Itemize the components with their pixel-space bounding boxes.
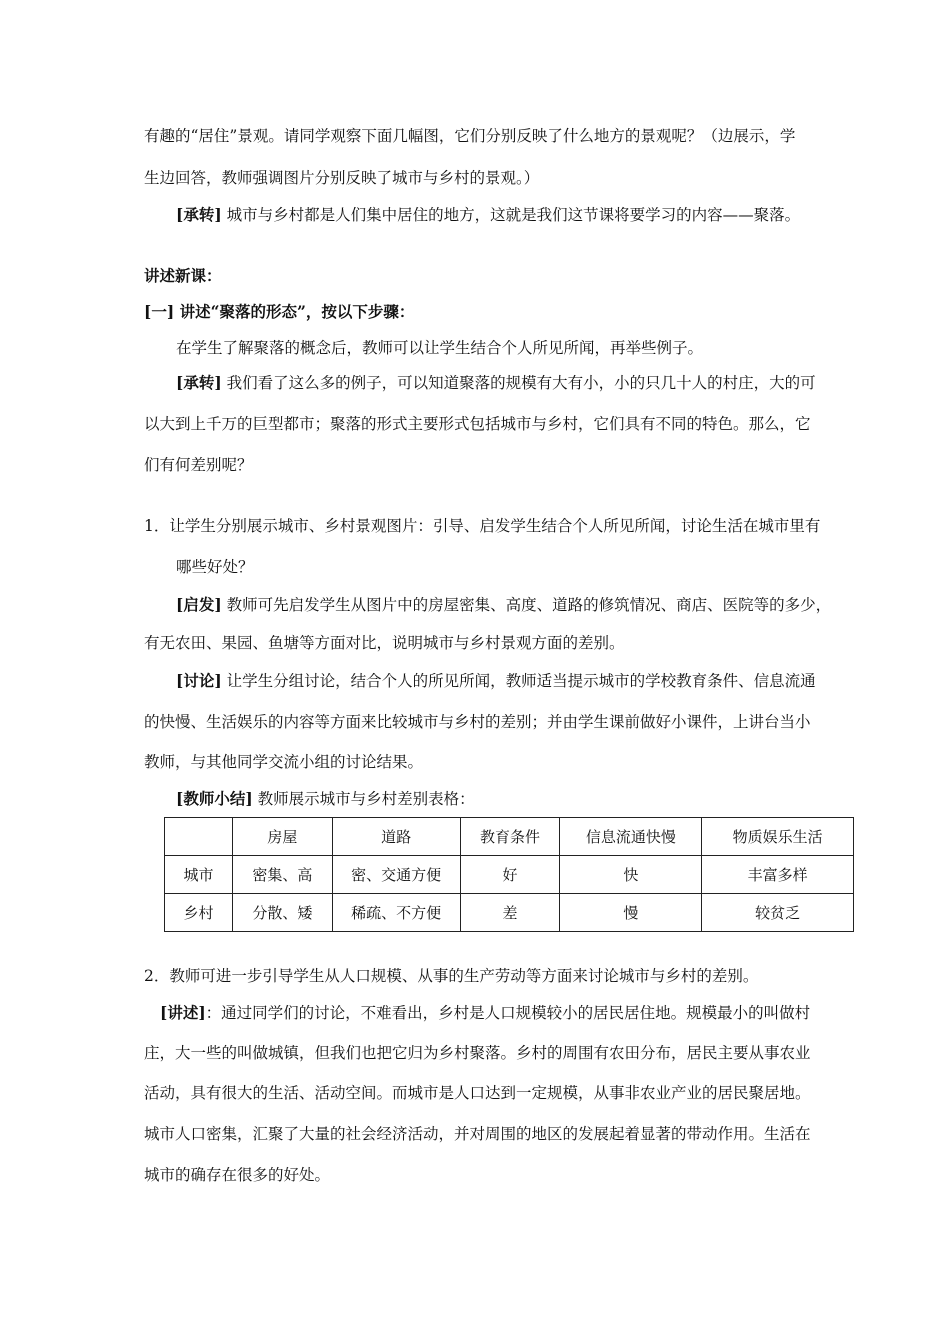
summary-line	[176, 789, 475, 809]
step1-line-2: 哪些好处？	[176, 558, 254, 576]
table-header-cell: 信息流通快慢	[560, 818, 702, 856]
table-header-cell	[165, 818, 233, 856]
discuss-line-2: 的快慢、生活娱乐的内容等方面来比较城市与乡村的差别；并由学生课前做好小课件，上讲台当小	[144, 713, 811, 731]
transition2-line-1	[176, 373, 816, 393]
table-cell: 城市	[165, 856, 233, 894]
inspire-text-1: 教师可先启发学生从图片中的房屋密集、高度、道路的修筑情况、商店、医院等的多少，	[226, 596, 832, 614]
summary-text: 教师展示城市与乡村差别表格：	[257, 790, 475, 808]
table-row	[165, 894, 854, 932]
table-cell: 差	[460, 894, 560, 932]
inspire-line-2: 有无农田、果园、鱼塘等方面对比，说明城市与乡村景观方面的差别。	[144, 634, 625, 652]
narrate-line-3: 活动，具有很大的生活、活动空间。而城市是人口达到一定规模，从事非农业产业的居民聚居地。	[144, 1084, 811, 1102]
inspire-line-1	[176, 595, 831, 615]
narrate-line-1	[160, 1003, 810, 1023]
table-cell: 密、交通方便	[332, 856, 460, 894]
narrate-line-4: 城市人口密集，汇聚了大量的社会经济活动，并对周围的地区的发展起着显著的带动作用。生活在	[144, 1125, 811, 1143]
narrate-tag: [讲述]	[160, 1003, 206, 1022]
summary-tag: [教师小结]	[176, 789, 253, 808]
narrate-text-1: ：通过同学们的讨论，不难看出，乡村是人口规模较小的居民居住地。规模最小的叫做村	[205, 1004, 811, 1022]
table-cell: 乡村	[165, 894, 233, 932]
step2-line-1: 2．教师可进一步引导学生从人口规模、从事的生产劳动等方面来讨论城市与乡村的差别。	[144, 967, 759, 985]
step1-line-1: 1．让学生分别展示城市、乡村景观图片：引导、启发学生结合个人所见所闻，讨论生活在城市里有	[144, 517, 821, 535]
discuss-text-1: 让学生分组讨论，结合个人的所见所闻，教师适当提示城市的学校教育条件、信息流通	[226, 672, 816, 690]
new-lesson-heading: 讲述新课：	[144, 266, 222, 285]
table-cell: 密集、高	[232, 856, 332, 894]
transition-tag: [承转]	[176, 205, 222, 224]
table-cell: 分散、矮	[232, 894, 332, 932]
table-header-row	[165, 818, 854, 856]
part1-heading: [一] 讲述“聚落的形态”，按以下步骤：	[144, 302, 415, 321]
intro-line-2: 生边回答，教师强调图片分别反映了城市与乡村的景观。）	[144, 169, 540, 187]
transition2-tag: [承转]	[176, 373, 222, 392]
discuss-line-3: 教师，与其他同学交流小组的讨论结果。	[144, 753, 424, 771]
table-cell: 丰富多样	[702, 856, 854, 894]
transition2-text-1: 我们看了这么多的例子，可以知道聚落的规模有大有小，小的只几十人的村庄，大的可	[226, 374, 816, 392]
transition2-line-2: 以大到上千万的巨型都市；聚落的形式主要形式包括城市与乡村，它们具有不同的特色。那么，它	[144, 415, 811, 433]
table-cell: 慢	[560, 894, 702, 932]
table-header-cell: 道路	[332, 818, 460, 856]
discuss-tag: [讨论]	[176, 671, 222, 690]
transition-paragraph	[176, 205, 800, 225]
narrate-line-5: 城市的确存在很多的好处。	[144, 1166, 331, 1184]
city-village-comparison-table	[164, 817, 854, 932]
table-header-cell: 教育条件	[460, 818, 560, 856]
table-header-cell: 房屋	[232, 818, 332, 856]
table-cell: 快	[560, 856, 702, 894]
transition2-line-3: 们有何差别呢？	[144, 456, 253, 474]
table-header-cell: 物质娱乐生活	[702, 818, 854, 856]
discuss-line-1	[176, 671, 816, 691]
inspire-tag: [启发]	[176, 595, 222, 614]
table-cell: 较贫乏	[702, 894, 854, 932]
narrate-line-2: 庄，大一些的叫做城镇，但我们也把它归为乡村聚落。乡村的周围有农田分布，居民主要从事农业	[144, 1044, 811, 1062]
concept-text: 在学生了解聚落的概念后，教师可以让学生结合个人所见所闻，再举些例子。	[176, 339, 704, 357]
table-row	[165, 856, 854, 894]
transition-text: 城市与乡村都是人们集中居住的地方，这就是我们这节课将要学习的内容——聚落。	[226, 206, 801, 224]
table-cell: 好	[460, 856, 560, 894]
intro-line-1: 有趣的“居住”景观。请同学观察下面几幅图，它们分别反映了什么地方的景观呢？（边展示，学	[144, 127, 796, 145]
table-cell: 稀疏、不方便	[332, 894, 460, 932]
